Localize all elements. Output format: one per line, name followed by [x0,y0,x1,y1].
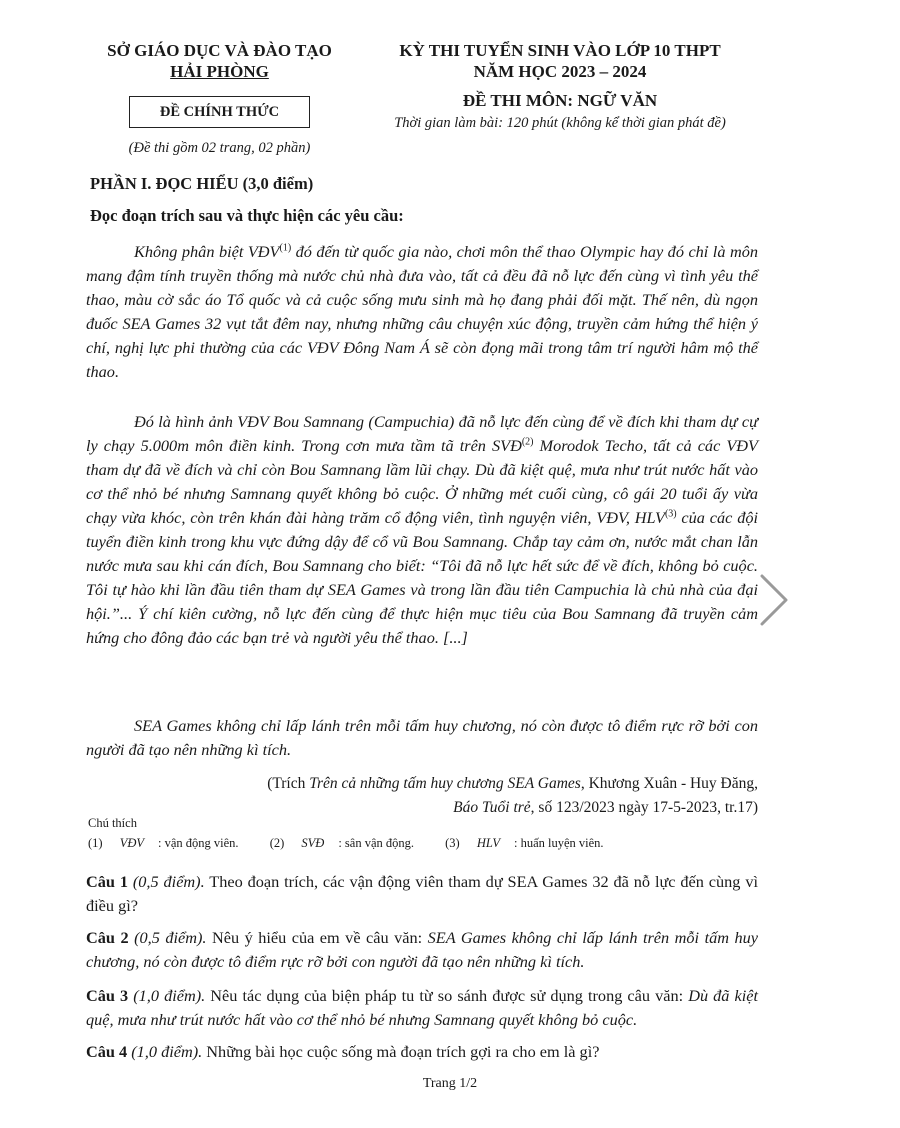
question-text: Những bài học cuộc sống mà đoạn trích gợi ra cho em là gì? [202,1042,600,1061]
passage-text: Morodok Techo, tất cả các VĐV tham dự đã về đích và chỉ còn Bou Samnang lầm lũi chạy. Dù đã kiệt quệ, mưa như trút nước hất vào cơ thể nhỏ bé nhưng Samnang quyết không bỏ cuộc. Ở những mét cuối cùng, cô gái 20 tuổi ấy vừa chạy vừa khóc, còn trên khán đài hàng trăm cổ động viên, tình nguyện viên, VĐV, HLV [86,436,758,527]
question-4 [86,1040,758,1064]
question-1 [86,870,758,918]
question-text: Nêu ý hiểu của em về câu văn: [206,928,428,947]
question-points: (0,5 điểm). [128,928,207,947]
page-number: Trang 1/2 [422,1076,478,1091]
city-name: HẢI PHÒNG [170,62,269,81]
question-points: (1,0 điểm). [128,986,206,1005]
footnote-ref: (1) [279,242,292,254]
question-points: (1,0 điểm). [127,1042,203,1061]
passage-paragraph-1 [86,240,758,384]
question-quote: Dù đã kiệt quệ, mưa như trút nước hất vào cơ thể nhỏ bé nhưng Samnang quyết không bỏ cuộc. [86,986,759,1029]
section-instruction: Đọc đoạn trích sau và thực hiện các yêu cầu: [90,206,404,225]
question-2 [86,926,758,974]
source-prefix: (Trích [267,775,310,792]
pages-note: (Đề thi gồm 02 trang, 02 phần) [128,140,311,156]
passage-text: đó đến từ quốc gia nào, chơi môn thể thao Olympic hay đó chỉ là môn mang đậm tính truyền thống mà nước chủ nhà đưa vào, tất cả đều đã nỗ lực đến cùng vì tình yêu thể thao, màu cờ sắc áo Tổ quốc và cả cuộc sống mưu sinh mà họ đang phải đối mặt. Thế nên, dù ngọn đuốc SEA Games 32 vụt tắt đêm nay, nhưng những câu chuyện xúc động, truyền cảm hứng thể hiện ý chí, nghị lực phi thường của các VĐV Đông Nam Á sẽ còn đọng mãi trong tâm trí người hâm mộ thể thao. [86,242,758,381]
footnote-ref: (2) [521,436,534,448]
footnote-ref: (3) [664,508,677,520]
source-citation-line-1 [86,772,758,796]
passage-paragraph-2 [86,410,758,650]
source-title: Trên cả những tấm huy chương SEA Games [309,775,581,792]
chevron-right-icon[interactable] [758,572,790,628]
school-year: NĂM HỌC 2023 – 2024 [473,62,647,81]
source-authors: , Khương Xuân - Huy Đăng, [580,775,758,792]
exam-subject: ĐỀ THI MÔN: NGỮ VĂN [462,91,658,110]
question-quote: SEA Games không chỉ lấp lánh trên mỗi tấm huy chương, nó còn được tô điểm rực rỡ bởi con người đã tạo nên những kì tích. [86,928,758,971]
section-title: PHẦN I. ĐỌC HIỂU (3,0 điểm) [90,174,314,193]
passage-text: Đó là hình ảnh VĐV Bou Samnang (Campuchia) đã nỗ lực đến cùng để về đích khi tham dự cự ly chạy 5.000m môn điền kinh. Trong cơn mưa tầm tã trên SVĐ [86,412,758,455]
question-label: Câu 3 [86,986,129,1005]
question-text: Nêu tác dụng của biện pháp tu từ so sánh được sử dụng trong câu văn: [205,986,689,1005]
official-badge: ĐỀ CHÍNH THỨC [129,96,310,128]
passage-paragraph-3: SEA Games không chỉ lấp lánh trên mỗi tấm huy chương, nó còn được tô điểm rực rỡ bởi con người đã tạo nên những kì tích. [86,716,758,759]
note-1: (1) VĐV : vận động viên. [88,836,239,850]
header-department [92,40,347,157]
source-issue: , số 123/2023 ngày 17-5-2023, tr.17) [530,799,758,816]
question-label: Câu 4 [86,1042,128,1061]
question-label: Câu 1 [86,872,128,891]
source-paper: Báo Tuổi trẻ [453,799,531,816]
passage-text: của các đội tuyển điền kinh trong khu vực đứng dậy để cổ vũ Bou Samnang. Chắp tay cảm ơn, nước mắt chan lẫn nước mưa sau khi cán đích, Bou Samnang cho biết: “Tôi đã nỗ lực hết sức để về đích, không bỏ cuộc. Tôi tự hào khi lần đầu tiên tham dự SEA Games và trong lần đầu tiên Campuchia là chủ nhà của đại hội.”... Ý chí kiên cường, nỗ lực đến cùng để thực hiện mục tiêu của Bou Samnang đã truyền cảm hứng cho đông đảo các bạn trẻ và người yêu thể thao. [...] [86,508,758,647]
exam-title: KỲ THI TUYỂN SINH VÀO LỚP 10 THPT [399,41,721,60]
question-label: Câu 2 [86,928,129,947]
note-2: (2) SVĐ : sân vận động. [269,836,414,850]
question-3 [86,984,758,1032]
question-points: (0,5 điểm). [127,872,205,891]
notes-title: Chú thích [88,816,137,830]
department-name: SỞ GIÁO DỤC VÀ ĐÀO TẠO [107,41,332,60]
header-exam [360,40,760,132]
passage-text: Không phân biệt VĐV [134,242,280,261]
notes-list [88,836,632,851]
question-text: Theo đoạn trích, các vận động viên tham dự SEA Games 32 đã nỗ lực đến cùng vì điều gì? [86,872,758,915]
exam-time: Thời gian làm bài: 120 phút (không kể thời gian phát đề) [394,115,726,131]
note-3: (3) HLV : huấn luyện viên. [445,836,604,850]
source-citation-line-2 [86,796,758,820]
